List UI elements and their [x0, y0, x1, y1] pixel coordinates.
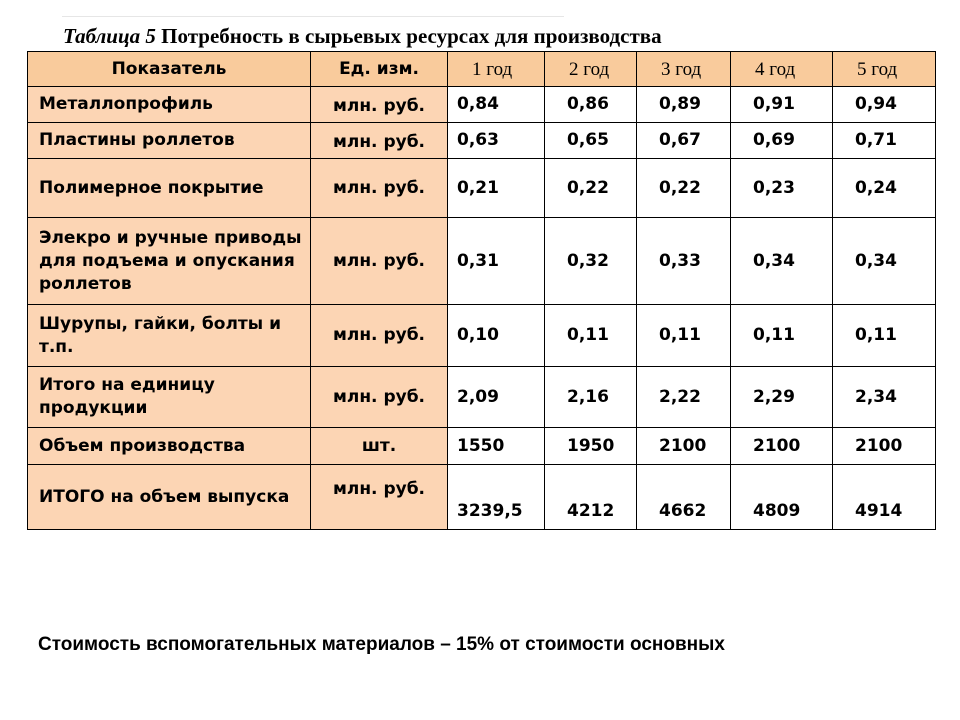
row-label: ИТОГО на объем выпуска [28, 465, 311, 530]
row-unit: млн. руб. [311, 123, 448, 159]
cell-year-1: 2,09 [448, 367, 545, 428]
table-title-text: Потребность в сырьевых ресурсах для производства [161, 24, 662, 48]
cell-year-2: 0,86 [545, 87, 637, 123]
title-rule [62, 16, 564, 17]
cell-year-1: 0,84 [448, 87, 545, 123]
cell-year-2: 0,65 [545, 123, 637, 159]
table-caption: Таблица 5 [63, 24, 156, 48]
table-row [28, 218, 936, 305]
cell-year-4: 0,11 [731, 305, 833, 367]
row-label: Элекро и ручные приводы для подъема и опускания роллетов [28, 218, 311, 305]
row-unit: млн. руб. [311, 87, 448, 123]
row-unit: млн. руб. [311, 305, 448, 367]
row-unit: млн. руб. [311, 465, 448, 530]
header-row [28, 52, 936, 87]
cell-year-5: 0,24 [833, 159, 936, 218]
table-row [28, 305, 936, 367]
cell-year-1: 1550 [448, 428, 545, 465]
table-row [28, 87, 936, 123]
cell-year-3: 0,11 [637, 305, 731, 367]
cell-year-4: 0,91 [731, 87, 833, 123]
table-row [28, 465, 936, 530]
cell-year-4: 0,69 [731, 123, 833, 159]
cell-year-5: 0,34 [833, 218, 936, 305]
row-label: Пластины роллетов [28, 123, 311, 159]
row-unit: млн. руб. [311, 218, 448, 305]
cell-year-3: 0,89 [637, 87, 731, 123]
row-label: Полимерное покрытие [28, 159, 311, 218]
cell-year-3: 2,22 [637, 367, 731, 428]
cell-year-3: 0,67 [637, 123, 731, 159]
table-title [63, 22, 662, 50]
cell-year-2: 0,22 [545, 159, 637, 218]
header-year-4: 4 год [731, 52, 833, 87]
header-year-5: 5 год [833, 52, 936, 87]
cell-year-1: 3239,5 [448, 465, 545, 530]
cell-year-5: 0,11 [833, 305, 936, 367]
header-unit: Ед. изм. [311, 52, 448, 87]
row-unit: шт. [311, 428, 448, 465]
cell-year-3: 4662 [637, 465, 731, 530]
header-indicator: Показатель [28, 52, 311, 87]
row-label: Шурупы, гайки, болты и т.п. [28, 305, 311, 367]
row-unit: млн. руб. [311, 159, 448, 218]
cell-year-5: 2100 [833, 428, 936, 465]
cell-year-5: 2,34 [833, 367, 936, 428]
cell-year-2: 4212 [545, 465, 637, 530]
cell-year-2: 0,32 [545, 218, 637, 305]
table-row [28, 123, 936, 159]
cell-year-3: 0,22 [637, 159, 731, 218]
cell-year-3: 0,33 [637, 218, 731, 305]
header-year-1: 1 год [448, 52, 545, 87]
row-label: Объем производства [28, 428, 311, 465]
cell-year-2: 2,16 [545, 367, 637, 428]
table-row [28, 159, 936, 218]
cell-year-4: 2,29 [731, 367, 833, 428]
row-label: Итого на единицу продукции [28, 367, 311, 428]
table-row [28, 428, 936, 465]
cell-year-4: 2100 [731, 428, 833, 465]
cell-year-1: 0,21 [448, 159, 545, 218]
cell-year-2: 1950 [545, 428, 637, 465]
cell-year-1: 0,10 [448, 305, 545, 367]
header-year-2: 2 год [545, 52, 637, 87]
resources-table [27, 51, 936, 530]
cell-year-4: 4809 [731, 465, 833, 530]
auxiliary-materials-note: Стоимость вспомогательных материалов – 15% от стоимости основных [38, 634, 725, 655]
cell-year-4: 0,34 [731, 218, 833, 305]
row-label: Металлопрофиль [28, 87, 311, 123]
cell-year-1: 0,31 [448, 218, 545, 305]
row-unit: млн. руб. [311, 367, 448, 428]
cell-year-4: 0,23 [731, 159, 833, 218]
cell-year-5: 4914 [833, 465, 936, 530]
header-year-3: 3 год [637, 52, 731, 87]
cell-year-5: 0,71 [833, 123, 936, 159]
cell-year-2: 0,11 [545, 305, 637, 367]
cell-year-1: 0,63 [448, 123, 545, 159]
table-row [28, 367, 936, 428]
cell-year-5: 0,94 [833, 87, 936, 123]
cell-year-3: 2100 [637, 428, 731, 465]
